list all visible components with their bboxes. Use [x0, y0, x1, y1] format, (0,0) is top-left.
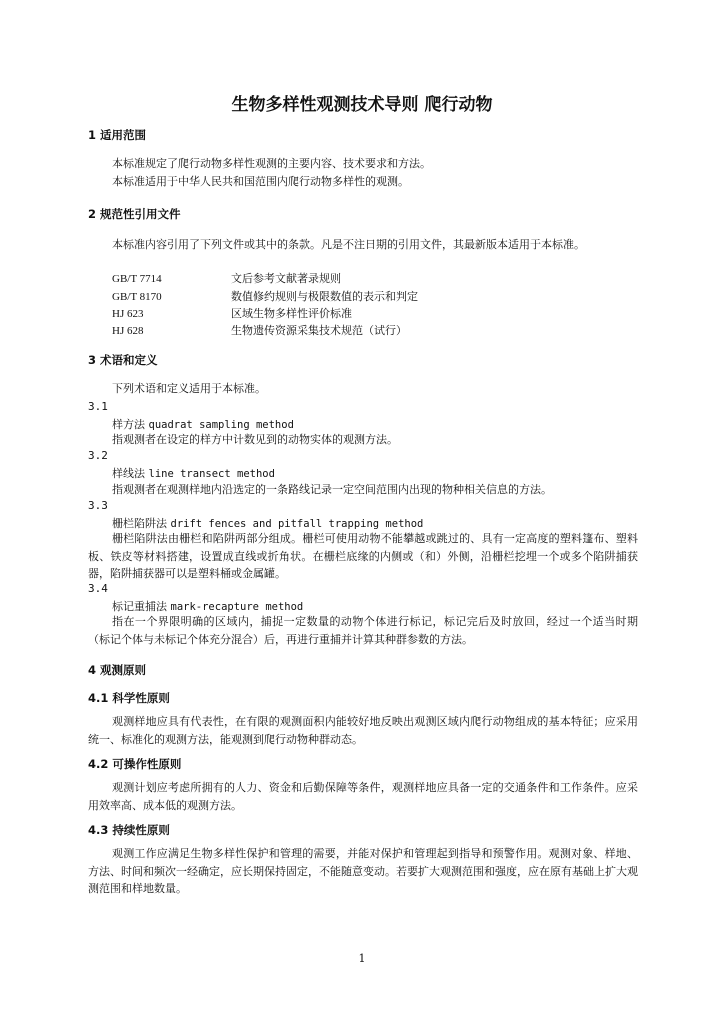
term-definition: 指观测者在设定的样方中计数见到的动物实体的观测方法。 [112, 433, 398, 446]
subsection-heading: 4.3 持续性原则 [88, 823, 170, 837]
term-chinese: 样线法 [112, 467, 145, 480]
term-english: mark-recapture method [170, 601, 304, 613]
reference-title: 生物遗传资源采集技术规范（试行） [231, 324, 407, 337]
term-definition: 指在一个界限明确的区域内，捕捉一定数量的动物个体进行标记，标记完后及时放回，经过一个适当时期（标记个体与未标记个体充分混合）后，再进行重捕并计算其种群参数的方法。 [88, 615, 638, 646]
section-4-heading: 4 观测原则 [88, 663, 147, 677]
section-3-heading: 3 术语和定义 [88, 353, 158, 367]
term-english: quadrat sampling method [148, 419, 294, 431]
term-heading [112, 465, 275, 481]
term-number: 3.1 [88, 400, 108, 413]
document-title: 生物多样性观测技术导则 爬行动物 [231, 95, 493, 115]
term-heading [112, 416, 294, 432]
reference-code: HJ 628 [112, 325, 144, 337]
reference-item [112, 322, 407, 338]
term-definition: 栅栏陷阱法由栅栏和陷阱两部分组成。栅栏可使用动物不能攀越或跳过的、具有一定高度的塑料篷布、塑料板、铁皮等材料搭建，设置成直线或折角状。在栅栏底缘的内侧或（和）外侧，沿栅栏挖埋一个或多个陷阱捕获器，陷阱捕获器可以是塑料桶或金属罐。 [88, 532, 638, 580]
subsection-heading: 4.2 可操作性原则 [88, 757, 182, 771]
term-chinese: 标记重捕法 [112, 600, 167, 613]
term-heading [112, 515, 423, 531]
term-chinese: 栅栏陷阱法 [112, 517, 167, 530]
section-2-intro: 本标准内容引用了下列文件或其中的条款。凡是不注日期的引用文件，其最新版本适用于本标准。 [112, 238, 585, 251]
section-1-paragraph-1: 本标准规定了爬行动物多样性观测的主要内容、技术要求和方法。 [112, 157, 431, 170]
section-2-heading: 2 规范性引用文件 [88, 207, 181, 221]
subsection-paragraph: 观测工作应满足生物多样性保护和管理的需要，并能对保护和管理起到指导和预警作用。观测对象、样地、方法、时间和频次一经确定，应长期保持固定，不能随意变动。若要扩大观测范围和强度，应在原有基础上扩大观测范围和样地数量。 [88, 847, 638, 895]
reference-title: 文后参考文献著录规则 [231, 272, 341, 285]
term-english: line transect method [148, 468, 275, 480]
term-chinese: 样方法 [112, 418, 145, 431]
term-number: 3.3 [88, 499, 108, 512]
reference-code: HJ 623 [112, 308, 144, 320]
term-definition: 指观测者在观测样地内沿选定的一条路线记录一定空间范围内出现的物种相关信息的方法。 [112, 483, 552, 496]
reference-item [112, 270, 341, 286]
section-1-paragraph-2: 本标准适用于中华人民共和国范围内爬行动物多样性的观测。 [112, 175, 409, 188]
reference-code: GB/T 7714 [112, 273, 162, 285]
reference-code: GB/T 8170 [112, 291, 162, 303]
subsection-paragraph: 观测计划应考虑所拥有的人力、资金和后勤保障等条件，观测样地应具备一定的交通条件和工作条件。应采用效率高、成本低的观测方法。 [88, 781, 638, 812]
page-number: 1 [358, 952, 366, 965]
term-number: 3.4 [88, 582, 108, 595]
reference-title: 数值修约规则与极限数值的表示和判定 [231, 290, 418, 303]
section-1-heading: 1 适用范围 [88, 128, 147, 142]
term-english: drift fences and pitfall trapping method [170, 518, 424, 530]
section-3-intro: 下列术语和定义适用于本标准。 [112, 382, 266, 395]
subsection-paragraph: 观测样地应具有代表性，在有限的观测面积内能较好地反映出观测区域内爬行动物组成的基本特征；应采用统一、标准化的观测方法，能观测到爬行动物种群动态。 [88, 715, 638, 746]
reference-item [112, 288, 418, 304]
reference-item [112, 305, 352, 321]
reference-title: 区域生物多样性评价标准 [231, 307, 352, 320]
subsection-heading: 4.1 科学性原则 [88, 691, 170, 705]
term-number: 3.2 [88, 449, 108, 462]
term-heading [112, 598, 303, 614]
